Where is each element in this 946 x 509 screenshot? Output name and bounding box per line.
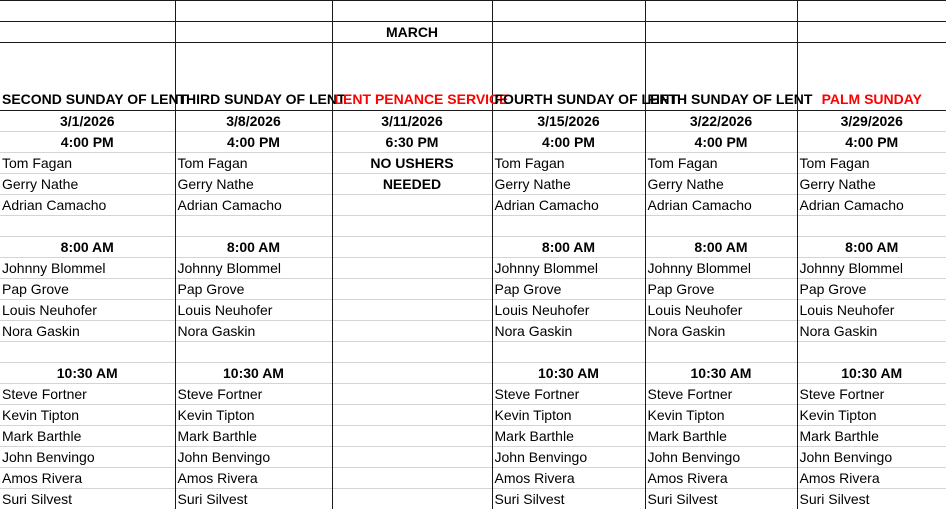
usher-name: John Benvingo [797,447,946,468]
usher-name: Adrian Camacho [175,195,332,216]
month-title: MARCH [332,22,492,43]
usher-name: Steve Fortner [0,384,175,405]
service-time: 8:00 AM [645,237,797,258]
column-heading: PALM SUNDAY [797,43,946,111]
usher-name: Mark Barthle [645,426,797,447]
usher-name: Suri Silvest [175,489,332,509]
empty-cell [332,195,492,216]
usher-row [0,468,946,489]
usher-name: Johnny Blommel [645,258,797,279]
service-time: 10:30 AM [797,363,946,384]
service-time: 8:00 AM [0,237,175,258]
empty-cell [492,1,645,22]
usher-name: Mark Barthle [492,426,645,447]
usher-row [0,384,946,405]
time-row [0,132,946,153]
time-row [0,237,946,258]
service-time: 10:30 AM [175,363,332,384]
service-time: 8:00 AM [492,237,645,258]
usher-name: Adrian Camacho [492,195,645,216]
empty-cell [332,447,492,468]
no-ushers-note: NO USHERS [332,153,492,174]
service-time: 10:30 AM [0,363,175,384]
usher-name: Suri Silvest [797,489,946,509]
usher-name: Pap Grove [797,279,946,300]
usher-name: Louis Neuhofer [492,300,645,321]
usher-row [0,447,946,468]
usher-name: Steve Fortner [175,384,332,405]
empty-cell [332,384,492,405]
usher-name: Gerry Nathe [0,174,175,195]
usher-row [0,195,946,216]
service-time: 4:00 PM [0,132,175,153]
usher-row [0,426,946,447]
usher-name: Johnny Blommel [492,258,645,279]
usher-name: Adrian Camacho [645,195,797,216]
service-date: 3/1/2026 [0,111,175,132]
usher-name: Gerry Nathe [492,174,645,195]
service-time: 8:00 AM [175,237,332,258]
usher-name: Steve Fortner [492,384,645,405]
usher-name: Adrian Camacho [0,195,175,216]
usher-name: Mark Barthle [175,426,332,447]
time-row [0,363,946,384]
empty-cell [332,258,492,279]
service-time [332,363,492,384]
empty-cell [332,468,492,489]
usher-row [0,279,946,300]
no-ushers-note: NEEDED [332,174,492,195]
usher-name: Adrian Camacho [797,195,946,216]
column-heading: LENT PENANCE SERVICE [332,43,492,111]
usher-name: Kevin Tipton [0,405,175,426]
column-heading: SECOND SUNDAY OF LENT [0,43,175,111]
empty-cell [645,22,797,43]
usher-name: Johnny Blommel [0,258,175,279]
usher-name: Pap Grove [0,279,175,300]
usher-name: Amos Rivera [0,468,175,489]
month-row [0,22,946,43]
service-time: 4:00 PM [797,132,946,153]
empty-cell [332,1,492,22]
usher-row [0,489,946,509]
usher-name: Suri Silvest [0,489,175,509]
empty-cell [797,22,946,43]
empty-cell [175,1,332,22]
empty-cell [332,426,492,447]
service-time: 10:30 AM [645,363,797,384]
usher-name: Nora Gaskin [175,321,332,342]
empty-cell [492,216,645,237]
usher-name: Amos Rivera [492,468,645,489]
service-time [332,237,492,258]
empty-cell [797,216,946,237]
service-time: 4:00 PM [645,132,797,153]
usher-name: Kevin Tipton [492,405,645,426]
service-time: 4:00 PM [175,132,332,153]
usher-name: John Benvingo [645,447,797,468]
usher-name: Pap Grove [645,279,797,300]
empty-cell [175,22,332,43]
service-date: 3/15/2026 [492,111,645,132]
column-heading: FOURTH SUNDAY OF LENT [492,43,645,111]
empty-cell [645,1,797,22]
usher-name: Amos Rivera [797,468,946,489]
usher-name: Kevin Tipton [175,405,332,426]
usher-name: Nora Gaskin [797,321,946,342]
usher-row [0,405,946,426]
service-time: 8:00 AM [797,237,946,258]
usher-name: Johnny Blommel [175,258,332,279]
service-time: 6:30 PM [332,132,492,153]
usher-name: Pap Grove [492,279,645,300]
blank-row [0,1,946,22]
empty-cell [645,342,797,363]
usher-name: Mark Barthle [0,426,175,447]
usher-name: Kevin Tipton [645,405,797,426]
empty-cell [175,342,332,363]
empty-cell [332,342,492,363]
spacer-row [0,216,946,237]
usher-name: Steve Fortner [797,384,946,405]
usher-name: Suri Silvest [492,489,645,509]
column-heading: THIRD SUNDAY OF LENT [175,43,332,111]
empty-cell [797,342,946,363]
service-time: 10:30 AM [492,363,645,384]
usher-name: Tom Fagan [492,153,645,174]
usher-name: Tom Fagan [175,153,332,174]
empty-cell [0,1,175,22]
empty-cell [332,216,492,237]
empty-cell [332,405,492,426]
empty-cell [332,300,492,321]
empty-cell [492,22,645,43]
usher-row [0,321,946,342]
usher-name: Suri Silvest [645,489,797,509]
usher-name: Tom Fagan [797,153,946,174]
usher-name: Steve Fortner [645,384,797,405]
usher-name: Gerry Nathe [797,174,946,195]
empty-cell [645,216,797,237]
empty-cell [797,1,946,22]
empty-cell [492,342,645,363]
usher-row [0,300,946,321]
empty-cell [0,216,175,237]
usher-name: John Benvingo [0,447,175,468]
usher-row [0,258,946,279]
service-time: 4:00 PM [492,132,645,153]
empty-cell [0,342,175,363]
spacer-row [0,342,946,363]
usher-name: Nora Gaskin [0,321,175,342]
empty-cell [332,279,492,300]
date-row [0,111,946,132]
service-date: 3/29/2026 [797,111,946,132]
usher-row [0,153,946,174]
usher-name: Johnny Blommel [797,258,946,279]
heading-row [0,43,946,111]
usher-name: Tom Fagan [645,153,797,174]
usher-name: Louis Neuhofer [0,300,175,321]
usher-name: Nora Gaskin [492,321,645,342]
usher-name: Mark Barthle [797,426,946,447]
usher-name: Gerry Nathe [645,174,797,195]
service-date: 3/8/2026 [175,111,332,132]
usher-name: Amos Rivera [175,468,332,489]
usher-name: Louis Neuhofer [645,300,797,321]
service-date: 3/22/2026 [645,111,797,132]
usher-name: Tom Fagan [0,153,175,174]
empty-cell [332,489,492,509]
usher-name: John Benvingo [175,447,332,468]
usher-name: Louis Neuhofer [797,300,946,321]
usher-name: Gerry Nathe [175,174,332,195]
service-date: 3/11/2026 [332,111,492,132]
column-heading: FIFTH SUNDAY OF LENT [645,43,797,111]
usher-name: John Benvingo [492,447,645,468]
empty-cell [175,216,332,237]
usher-name: Nora Gaskin [645,321,797,342]
usher-row [0,174,946,195]
usher-name: Pap Grove [175,279,332,300]
usher-name: Kevin Tipton [797,405,946,426]
empty-cell [332,321,492,342]
usher-name: Amos Rivera [645,468,797,489]
empty-cell [0,22,175,43]
usher-name: Louis Neuhofer [175,300,332,321]
